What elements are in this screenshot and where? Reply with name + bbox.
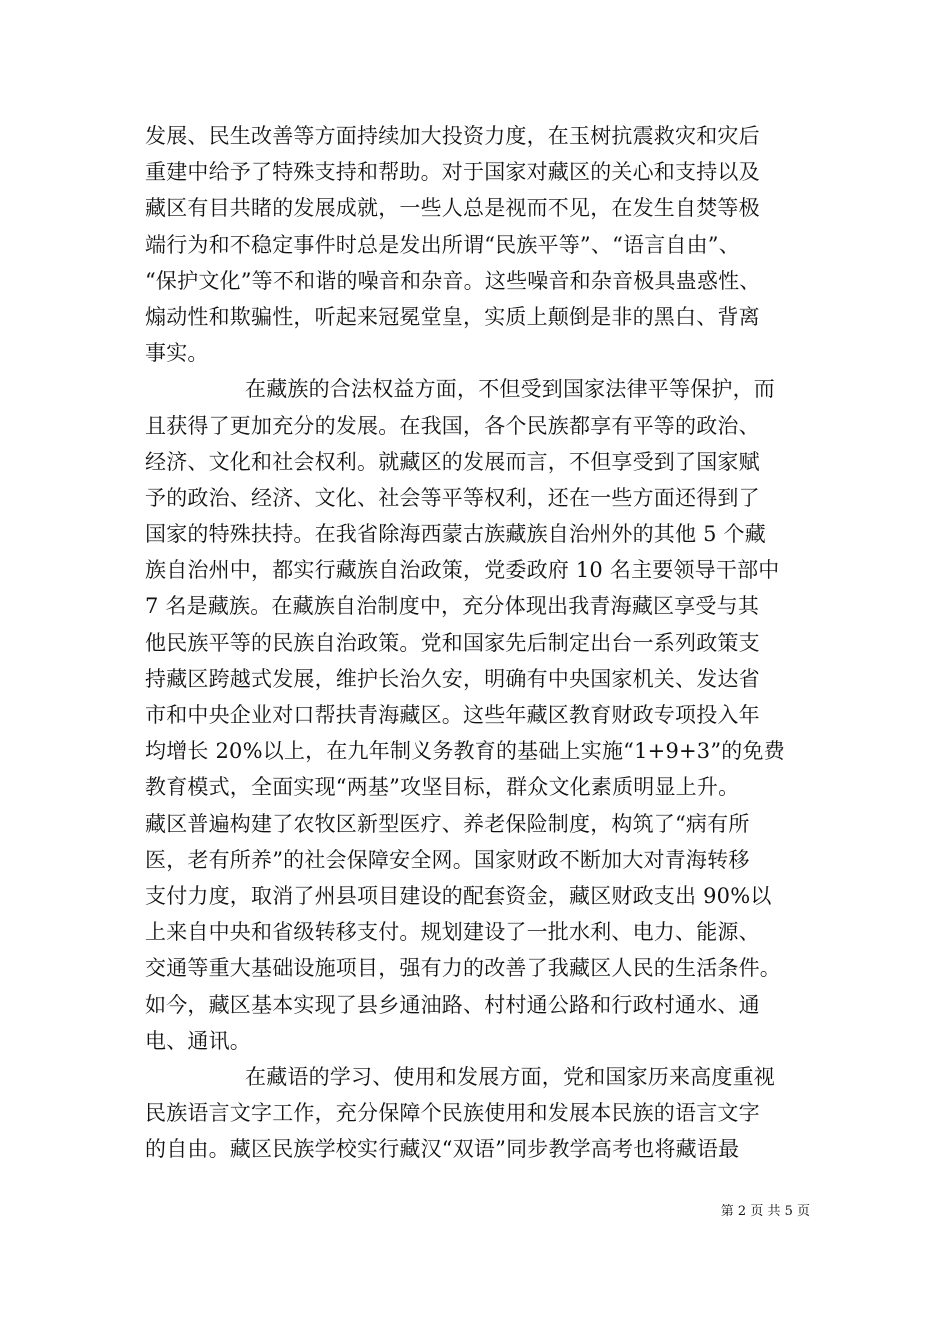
- text-line: 在藏族的合法权益方面，不但受到国家法律平等保护，而: [245, 377, 775, 402]
- text-line: 的自由。藏区民族学校实行藏汉“双语”同步教学高考也将藏语最: [145, 1137, 740, 1162]
- text-line: 如今，藏区基本实现了县乡通油路、村村通公路和行政村通水、通: [145, 992, 760, 1017]
- text-line: 持藏区跨越式发展，维护长治久安，明确有中央国家机关、发达省: [145, 666, 760, 691]
- text-line: 端行为和不稳定事件时总是发出所谓“民族平等”、“语言自由”、: [145, 232, 740, 257]
- text-line: 支付力度，取消了州县项目建设的配套资金，藏区财政支出 90%以: [145, 883, 772, 908]
- text-line: 教育模式，全面实现“两基”攻坚目标，群众文化素质明显上升。: [145, 775, 740, 800]
- text-line: 市和中央企业对口帮扶青海藏区。这些年藏区教育财政专项投入年: [145, 703, 760, 727]
- text-line: 重建中给予了特殊支持和帮助。对于国家对藏区的关心和支持以及: [145, 160, 760, 185]
- text-line: 在藏语的学习、使用和发展方面，党和国家历来高度重视: [245, 1064, 775, 1089]
- document-body: [145, 118, 805, 1167]
- text-line: 他民族平等的民族自治政策。党和国家先后制定出台一系列政策支: [145, 630, 760, 655]
- text-line: 民族语言文字工作，充分保障个民族使用和发展本民族的语言文字: [145, 1101, 760, 1126]
- page-number-footer: 第 2 页 共 5 页: [720, 1204, 810, 1219]
- text-line: 经济、文化和社会权利。就藏区的发展而言，不但享受到了国家赋: [145, 449, 760, 474]
- text-line: 医，老有所养”的社会保障安全网。国家财政不断加大对青海转移: [145, 847, 750, 872]
- text-line: 上来自中央和省级转移支付。规划建设了一批水利、电力、能源、: [145, 920, 760, 945]
- text-line: 且获得了更加充分的发展。在我国，各个民族都享有平等的政治、: [145, 413, 760, 438]
- text-line: “保护文化”等不和谐的噪音和杂音。这些噪音和杂音极具蛊惑性、: [145, 268, 761, 293]
- text-line: 煽动性和欺骗性，听起来冠冕堂皇，实质上颠倒是非的黑白、背离: [145, 304, 760, 329]
- text-line: 发展、民生改善等方面持续加大投资力度，在玉树抗震救灾和灾后: [145, 124, 760, 148]
- text-line: 藏区有目共睹的发展成就，一些人总是视而不见，在发生自焚等极: [145, 196, 760, 221]
- text-line: 电、通讯。: [145, 1028, 251, 1053]
- text-line: 均增长 20%以上，在九年制义务教育的基础上实施“1+9+3”的免费: [145, 739, 785, 764]
- text-line: 族自治州中，都实行藏族自治政策，党委政府 10 名主要领导干部中: [145, 558, 780, 583]
- text-line: 国家的特殊扶持。在我省除海西蒙古族藏族自治州外的其他 5 个藏: [145, 522, 766, 547]
- text-line: 7 名是藏族。在藏族自治制度中，充分体现出我青海藏区享受与其: [145, 594, 760, 619]
- text-line: 事实。: [145, 341, 209, 366]
- text-line: 藏区普遍构建了农牧区新型医疗、养老保险制度，构筑了“病有所: [145, 811, 750, 836]
- text-line: 交通等重大基础设施项目，强有力的改善了我藏区人民的生活条件。: [145, 956, 781, 981]
- text-line: 予的政治、经济、文化、社会等平等权利，还在一些方面还得到了: [145, 485, 760, 510]
